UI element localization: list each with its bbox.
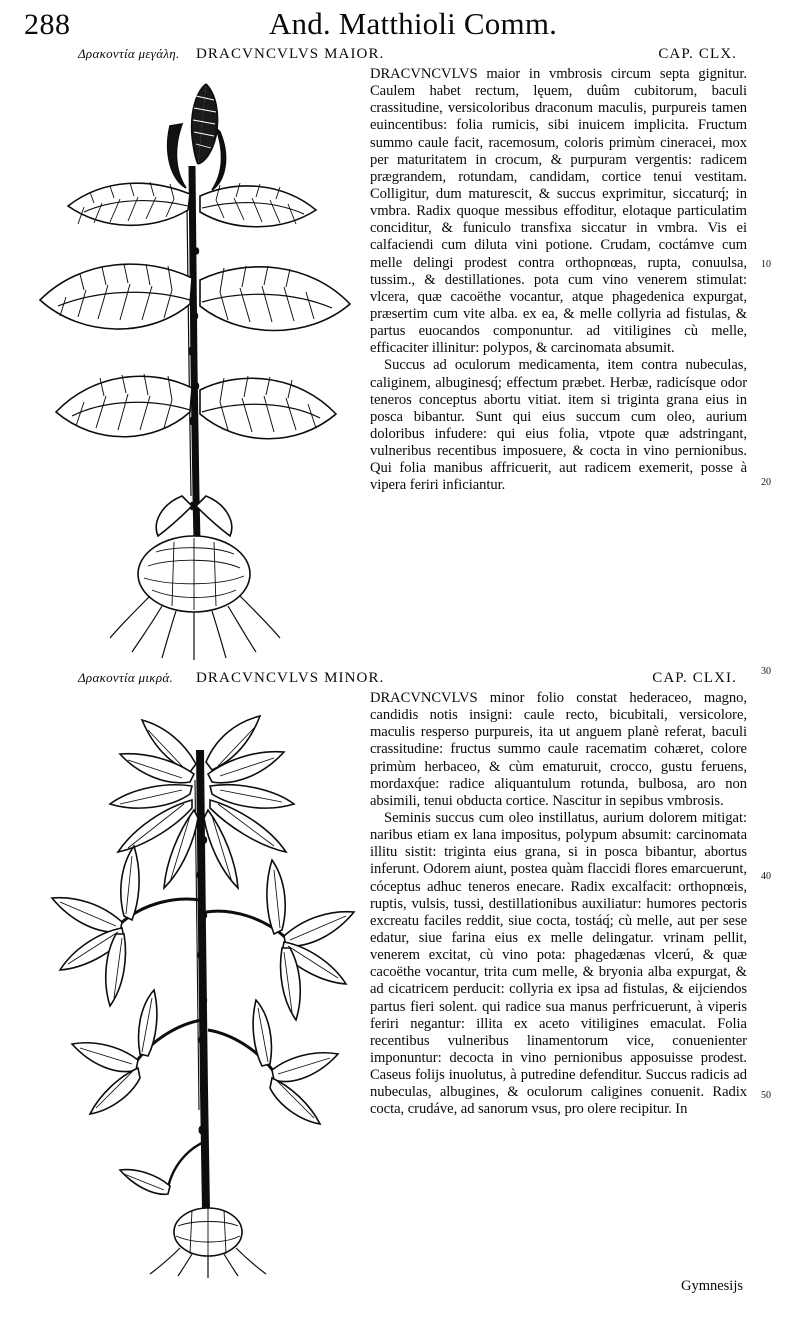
latin-title-2: DRACVNCVLVS MINOR. [196, 670, 385, 686]
line-number: 40 [761, 871, 771, 882]
paragraph: DRACVNCVLVS minor folio constat hederaceo, magno, candidis notis insigni: caule recto, bicubitali, versicolore, maculis resperso purpureis, ita ut anguem planè referat, baculi crassitudine: fructus summo caule racematim cohæret, colore primùm herbaceo, & cùm ematuruit, crocco, gustu feruens, mordaxq́ue: radice aliquantulum rotunda, bulbosa, aro non absimili, tenui obducta cortice. Nascitur in sepibus vmbrosis. [370, 690, 747, 809]
paragraph: Seminis succus cum oleo instillatus, aurium dolorem mitigat: naribus etiam ex lana impositus, polypum absumit: carcinomata illitu sistit: triginta eius grana, si in posca bibantur, abortus inferunt. Odorem aiunt, postea quàm flaccidi flores emarcuerunt, cóceptus adhuc teneros enecare. Radix excalfacit: orthopnœis, ruptis, vulsis, tussi, destillationibus auxiliatur: humores pectoris excreatu faciles reddit, siue cocta, tostáq́; cù melle, aut per sese edatur, siue farina eius ex melle delingatur. vrinam pellit, venerem excitat, cù vino pota: phagedænas vlcerú, & quæ cacoëthe vocantur, trita cum melle, & bryonia alba expurgat, & ad cicatricem perducit: collyria ex ipsa ad fistulas, & eijciendos partus fieri solent. qui radice sua manus perfricuerunt, à viperis feriri negantur: illita ex aceto vitiligines emaculat. Folia recentibus vulneribus linamentorum vice, conuenienter imponuntur: decocta in vino pernionibus apposuisse prodest. Caseus folijs inuolutus, à putredine defenditur. Succus radicis ad nubeculas, albugines, & oculorum caligines conuenit. Radix cocta, crudáve, ad sanorum vsus, pro olere recipitur. In [370, 809, 747, 1118]
chapter-number-1: CAP. CLX. [658, 46, 737, 62]
section-dracunculus-maior [18, 46, 773, 677]
body-text-1 [370, 66, 747, 495]
body-text-2 [370, 690, 747, 1119]
figure-column-1 [18, 66, 370, 666]
dracunculus-minor-woodcut [24, 690, 364, 1280]
text-column-1 [370, 66, 773, 677]
text-column-2 [370, 690, 773, 1119]
line-number: 10 [761, 259, 771, 270]
latin-title-1: DRACVNCVLVS MAIOR. [196, 46, 385, 62]
dracunculus-maior-woodcut [24, 66, 364, 666]
line-number: 20 [761, 477, 771, 488]
chapter-number-2: CAP. CLXI. [652, 670, 737, 686]
chapter-heading-2 [18, 670, 773, 687]
paragraph: Succus ad oculorum medicamenta, item contra nubeculas, caliginem, albuginesq́; effectum præbet. Herbæ, radicísque odor teneros conceptus abortu vitiat. item si triginta grana eius in posca bibantur. Sunt qui eius succum cum oleo, aurium doloribus infudere: qui eius folia, vtpote quæ adstringant, vulneribus recentibus imposuere, & cocta in vino pernionibus. Qui folia manibus affricuerit, aut radicem exemerit, posse à vipera feriri inficiantur. [370, 357, 747, 494]
section-dracunculus-minor [18, 670, 773, 1295]
greek-title-2: Δρακοντία μικρά. [78, 670, 174, 685]
folio-number: 288 [24, 8, 71, 41]
line-number: 30 [761, 666, 771, 677]
catchword: Gymnesijs [680, 1278, 743, 1294]
chapter-heading-1 [18, 46, 773, 63]
line-number: 50 [761, 1090, 771, 1101]
paragraph: DRACVNCVLVS maior in vmbrosis circum septa gignitur. Caulem habet rectum, lęuem, duûm cubitorum, baculi crassitudine, versicoloribus draconum maculis, purpureis tamen euincentibus: folia rumicis, sibi inuicem implicita. Fructum summo caule facit, racemosum, coloris primùm cineracei, mox per maturitatem in crocum, & purpuram vergentis: radicem prægrandem, rotundam, candidam, cortice tenui vestitam. Colligitur, dum maturescit, & succus exprimitur, siccaturq́; in vmbra. Radix quoque messibus effoditur, elotaque particulatim conciditur, & funiculo transfixa siccatur in vmbra. Vis ei calfaciendi cum diluta vini potione. Crudam, coctámve cum melle delingi prodest contra orthopnœas, rupta, conuulsa, tussim., & destillationes. pota cum vino venerem stimulat: vlcera, quæ cacoëthe vocantur, atque phagedenica expurgat, præsertim cum vite alba. ex ea, & melle collyria ad fistulas, & partus euocandos componuntur. ad vitiligines cù melle, efficaciter illinitur: polypos, & carcinomata absumit. [370, 66, 747, 357]
running-title: And. Matthioli Comm. [268, 6, 558, 41]
greek-title-1: Δρακοντία μεγάλη. [78, 46, 180, 61]
page-header [18, 6, 773, 46]
figure-column-2 [18, 690, 370, 1280]
